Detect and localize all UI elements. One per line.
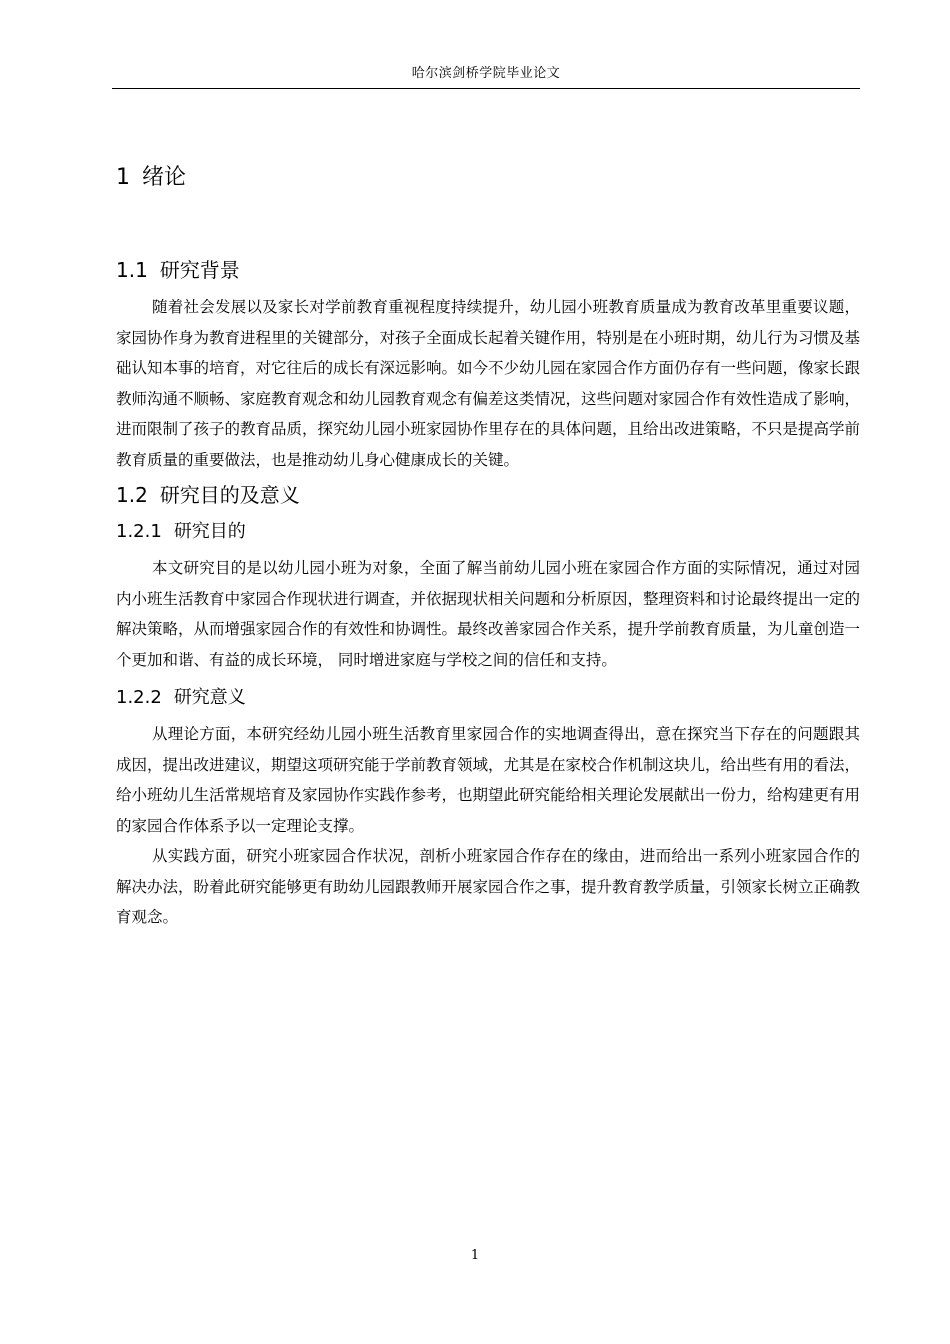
- page-number: 1: [470, 1248, 480, 1263]
- subsection-title: 研究意义: [173, 687, 246, 708]
- subsection-number: 1.2.1: [116, 521, 162, 542]
- section-title: 研究背景: [159, 258, 240, 282]
- chapter-heading: [116, 160, 860, 196]
- subsection-title: 研究目的: [173, 521, 246, 542]
- section-number: 1.2: [116, 483, 148, 507]
- subsection-number: 1.2.2: [116, 687, 162, 708]
- section-number: 1.1: [116, 258, 148, 282]
- page-header: [112, 62, 860, 89]
- chapter-number: 1: [116, 165, 130, 190]
- section-title: 研究目的及意义: [159, 483, 300, 507]
- body-paragraph: 本文研究目的是以幼儿园小班为对象，全面了解当前幼儿园小班在家园合作方面的实际情况，通过对园内小班生活教育中家园合作现状进行调查，并依据现状相关问题和分析原因，整理资料和讨论最终提出一定的解决策略，从而增强家园合作的有效性和协调性。最终改善家园合作关系，提升学前教育质量，为儿童创造一个更加和谐、有益的成长环境， 同时增进家庭与学校之间的信任和支持。: [116, 559, 861, 669]
- document-body: [116, 160, 860, 933]
- section-heading: [116, 254, 860, 286]
- header-title: 哈尔滨剑桥学院毕业论文: [411, 66, 561, 81]
- body-paragraph: 随着社会发展以及家长对学前教育重视程度持续提升，幼儿园小班教育质量成为教育改革里重要议题，家园协作身为教育进程里的关键部分，对孩子全面成长起着关键作用，特别是在小班时期，幼儿行为习惯及基础认知本事的培育，对它往后的成长有深远影响。如今不少幼儿园在家园合作方面仍存有一些问题，像家长跟教师沟通不顺畅、家庭教育观念和幼儿园教育观念有偏差这类情况，这些问题对家园合作有效性造成了影响，进而限制了孩子的教育品质，探究幼儿园小班家园协作里存在的具体问题，且给出改进策略，不只是提高学前教育质量的重要做法，也是推动幼儿身心健康成长的关键。: [116, 298, 861, 469]
- body-paragraph: 从实践方面，研究小班家园合作状况，剖析小班家园合作存在的缘由，进而给出一系列小班家园合作的解决办法，盼着此研究能够更有助幼儿园跟教师开展家园合作之事，提升教育教学质量，引领家长树立正确教育观念。: [116, 847, 861, 926]
- chapter-title: 绪论: [142, 165, 187, 190]
- section-heading: [116, 479, 860, 511]
- subsection-heading: [116, 683, 860, 713]
- subsection-heading: [116, 517, 860, 547]
- body-paragraph: 从理论方面，本研究经幼儿园小班生活教育里家园合作的实地调查得出，意在探究当下存在的问题跟其成因，提出改进建议，期望这项研究能于学前教育领域，尤其是在家校合作机制这块儿，给出些有用的看法，给小班幼儿生活常规培育及家园协作实践作参考，也期望此研究能给相关理论发展献出一份力，给构建更有用的家园合作体系予以一定理论支撑。: [116, 725, 861, 835]
